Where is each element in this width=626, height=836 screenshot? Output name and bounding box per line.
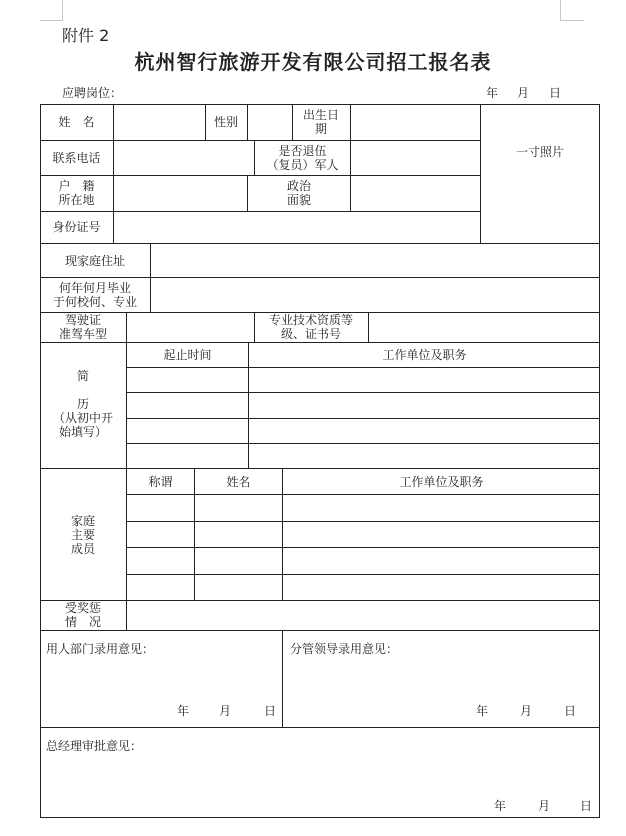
qualification-label: 专业技术资质等 级、证书号 [268, 313, 353, 341]
gm-opinion-month: 月 [538, 799, 551, 813]
leader-opinion-month: 月 [520, 704, 533, 718]
resume-col-period: 起止时间 [163, 348, 212, 362]
veteran-label: 是否退伍 （复员）军人 [266, 144, 339, 172]
crop-mark-top-left-horizontal [40, 20, 63, 21]
id-number-label: 身份证号 [52, 220, 101, 234]
gm-opinion-year: 年 [494, 799, 507, 813]
family-members-label: 家庭 主要 成员 [70, 514, 95, 556]
driver-license-label: 驾驶证 准驾车型 [58, 313, 107, 341]
hukou-label: 户 籍 所在地 [58, 179, 95, 207]
header-date-year: 年 [486, 86, 499, 100]
gm-opinion-label: 总经理审批意见： [46, 739, 143, 753]
dept-opinion-label: 用人部门录用意见： [46, 642, 155, 656]
birth-date-label: 出生日 期 [302, 108, 339, 136]
graduation-label: 何年何月毕业 于何校何、专业 [52, 281, 137, 309]
gender-label: 性别 [213, 115, 238, 129]
dept-opinion-month: 月 [219, 704, 232, 718]
crop-mark-top-left-vertical [62, 0, 63, 20]
crop-mark-top-right-horizontal [560, 20, 584, 21]
header-date-month: 月 [517, 86, 530, 100]
dept-opinion-day: 日 [264, 704, 277, 718]
gm-opinion-day: 日 [580, 799, 593, 813]
awards-label: 受奖惩 情 况 [64, 601, 101, 629]
form-title: 杭州智行旅游开发有限公司招工报名表 [134, 50, 492, 74]
photo-placeholder: 一寸照片 [515, 145, 564, 159]
family-col-relation: 称谓 [148, 475, 173, 489]
family-col-unit: 工作单位及职务 [399, 475, 484, 489]
home-address-label: 现家庭住址 [64, 254, 125, 268]
leader-opinion-day: 日 [564, 704, 577, 718]
name-label: 姓 名 [58, 115, 95, 129]
family-col-name: 姓名 [226, 475, 251, 489]
leader-opinion-label: 分管领导录用意见： [290, 642, 399, 656]
leader-opinion-year: 年 [476, 704, 489, 718]
resume-label: 简 历 （从初中开 始填写） [52, 369, 113, 439]
dept-opinion-year: 年 [177, 704, 190, 718]
position-label: 应聘岗位： [62, 86, 123, 100]
crop-mark-top-right-vertical [560, 0, 561, 20]
attachment-number: 附件 2 [62, 26, 110, 45]
phone-label: 联系电话 [52, 151, 101, 165]
header-date-day: 日 [549, 86, 562, 100]
resume-col-unit: 工作单位及职务 [382, 348, 467, 362]
political-status-label: 政治 面貌 [286, 179, 311, 207]
